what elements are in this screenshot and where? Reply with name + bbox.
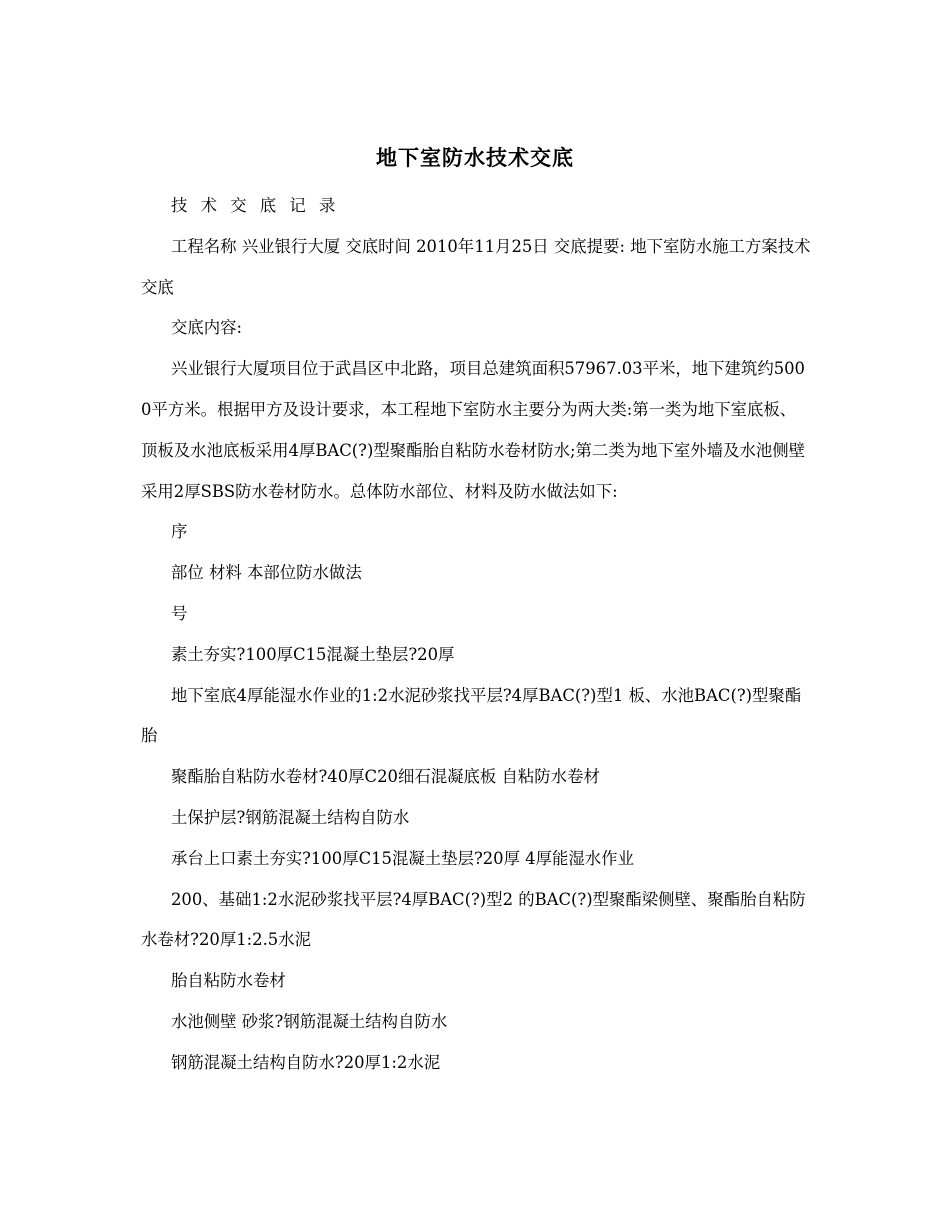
paragraph-table-row: 素土夯实?100厚C15混凝土垫层?20厚 — [171, 644, 455, 664]
paragraph-table-header: 部位 材料 本部位防水做法 — [171, 563, 362, 583]
paragraph-table-row: 胎自粘防水卷材 — [171, 971, 286, 991]
paragraph-table-row: 土保护层?钢筋混凝土结构自防水 — [171, 807, 410, 827]
paragraph-table-serial-top: 序 — [171, 522, 188, 542]
document-title: 地下室防水技术交底 — [376, 145, 574, 170]
document-body — [141, 186, 811, 1084]
paragraph-table-row: 地下室底4厚能湿水作业的1:2水泥砂浆找平层?4厚BAC(?)型1 板、水池BAC(?)型聚酯胎 — [141, 685, 802, 746]
paragraph-content-label: 交底内容: — [171, 318, 243, 338]
paragraph-project-description: 兴业银行大厦项目位于武昌区中北路，项目总建筑面积57967.03平米，地下建筑约5000平方米。根据甲方及设计要求，本工程地下室防水主要分为两大类:第一类为地下室底板、顶板及水池底板采用4厚BAC(?)型聚酯胎自粘防水卷材防水;第二类为地下室外墙及水池侧壁采用2厚SBS防水卷材防水。总体防水部位、材料及防水做法如下: — [141, 359, 806, 501]
paragraph-table-serial-bottom: 号 — [171, 603, 188, 623]
paragraph-table-row: 钢筋混凝土结构自防水?20厚1:2水泥 — [171, 1052, 441, 1072]
paragraph-record-heading: 技 术 交 底 记 录 — [171, 196, 340, 215]
paragraph-table-row: 200、基础1:2水泥砂浆找平层?4厚BAC(?)型2 的BAC(?)型聚酯梁侧壁、聚酯胎自粘防水卷材?20厚1:2.5水泥 — [141, 889, 806, 950]
paragraph-project-info: 工程名称 兴业银行大厦 交底时间 2010年11月25日 交底提要: 地下室防水施工方案技术交底 — [141, 236, 811, 297]
paragraph-table-row: 聚酯胎自粘防水卷材?40厚C20细石混凝底板 自粘防水卷材 — [171, 767, 600, 787]
paragraph-table-row: 承台上口素土夯实?100厚C15混凝土垫层?20厚 4厚能湿水作业 — [171, 848, 634, 868]
paragraph-table-row: 水池侧壁 砂浆?钢筋混凝土结构自防水 — [171, 1011, 448, 1031]
